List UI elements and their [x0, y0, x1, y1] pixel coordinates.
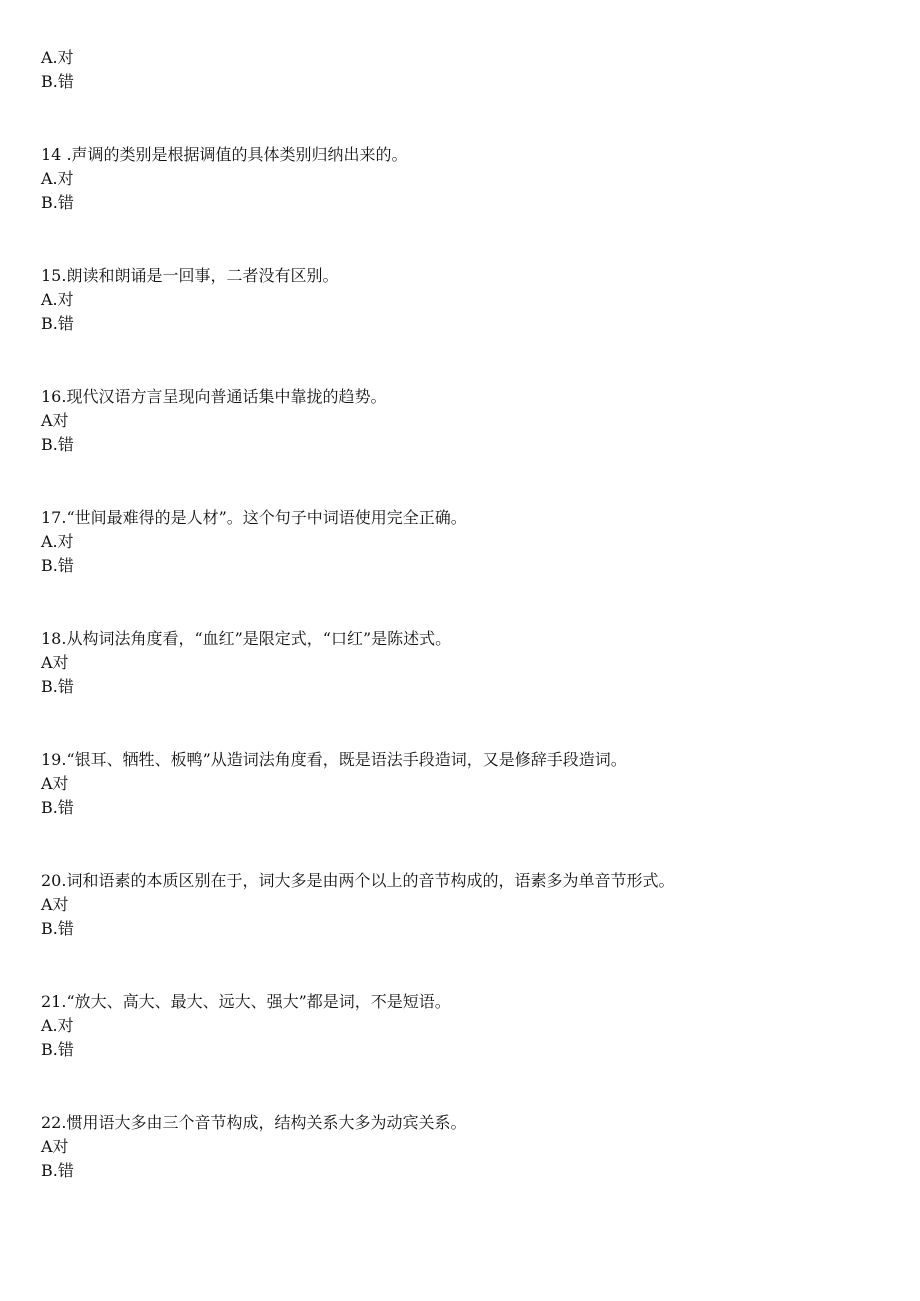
question-stem: 17.“世间最难得的是人材”。这个句子中词语使用完全正确。 [41, 508, 467, 527]
option-b: B.错 [41, 556, 74, 575]
option-b: B.错 [41, 193, 74, 212]
question-19 [41, 748, 901, 820]
question-20 [41, 869, 901, 941]
option-a: A对 [41, 895, 69, 914]
question-16 [41, 385, 901, 457]
option-a: A对 [41, 411, 69, 430]
option-a: A对 [41, 653, 69, 672]
question-stem: 16.现代汉语方言呈现向普通话集中靠拢的趋势。 [41, 387, 387, 406]
document-page [41, 46, 901, 1183]
question-13-tail [41, 46, 901, 94]
option-b: B.错 [41, 72, 74, 91]
option-b: B.错 [41, 677, 74, 696]
option-b: B.错 [41, 314, 74, 333]
question-stem: 21.“放大、高大、最大、远大、强大”都是词，不是短语。 [41, 992, 451, 1011]
option-a: A.对 [41, 290, 74, 309]
question-stem: 18.从构词法角度看，“血红”是限定式，“口红”是陈述式。 [41, 629, 452, 648]
option-a: A.对 [41, 169, 74, 188]
question-14 [41, 143, 901, 215]
question-17 [41, 506, 901, 578]
question-22 [41, 1111, 901, 1183]
option-a: A.对 [41, 1016, 74, 1035]
question-stem: 19.“银耳、牺牲、板鸭”从造词法角度看，既是语法手段造词，又是修辞手段造词。 [41, 750, 627, 769]
question-21 [41, 990, 901, 1062]
option-b: B.错 [41, 435, 74, 454]
question-18 [41, 627, 901, 699]
question-stem: 15.朗读和朗诵是一回事，二者没有区别。 [41, 266, 339, 285]
question-15 [41, 264, 901, 336]
option-b: B.错 [41, 919, 74, 938]
option-b: B.错 [41, 1161, 74, 1180]
question-stem: 22.惯用语大多由三个音节构成，结构关系大多为动宾关系。 [41, 1113, 467, 1132]
option-a: A.对 [41, 532, 74, 551]
option-a: A对 [41, 1137, 69, 1156]
option-b: B.错 [41, 1040, 74, 1059]
question-stem: 14 .声调的类别是根据调值的具体类别归纳出来的。 [41, 145, 408, 164]
option-a: A对 [41, 774, 69, 793]
option-a: A.对 [41, 48, 74, 67]
option-b: B.错 [41, 798, 74, 817]
question-stem: 20.词和语素的本质区别在于，词大多是由两个以上的音节构成的，语素多为单音节形式。 [41, 871, 675, 890]
